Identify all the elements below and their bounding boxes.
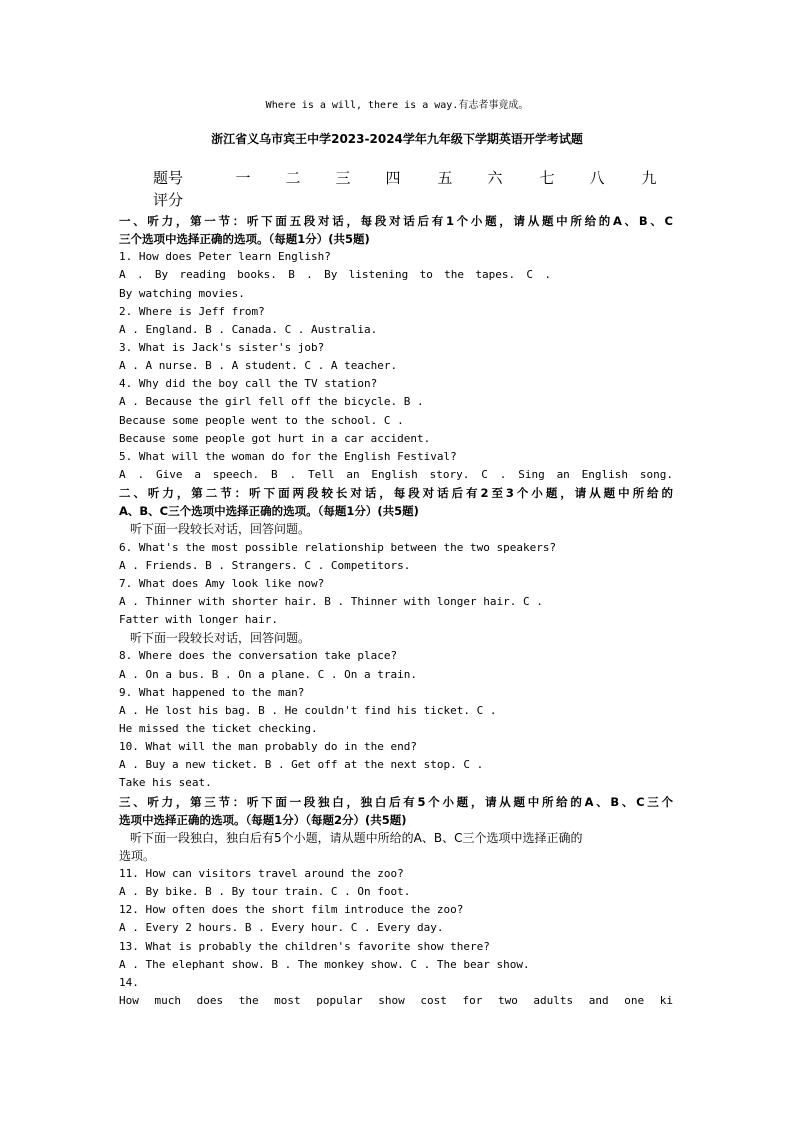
question-11: 11. How can visitors travel around the zoo? <box>119 867 404 881</box>
score-table-label-score: 评分 <box>153 191 184 209</box>
question-13-options: A . The elephant show. B . The monkey show. C . The bear show. <box>119 957 530 971</box>
question-6: 6. What's the most possible relationship between the two speakers? <box>119 540 557 554</box>
question-5-options: A . Give a speech. B . Tell an English story. C . Sing an English song. <box>119 467 673 481</box>
question-2-options: A . England. B . Canada. C . Australia. <box>119 322 378 336</box>
score-col-8: 八 <box>589 169 605 187</box>
question-1-options-cont: By watching movies. <box>119 286 245 300</box>
question-4: 4. Why did the boy call the TV station? <box>119 377 378 391</box>
question-14: How much does the most popular show cost for two adults and one ki <box>119 994 673 1008</box>
score-table-row-score <box>153 189 673 209</box>
question-2: 2. Where is Jeff from? <box>119 304 265 318</box>
question-12: 12. How often does the short film introduce the zoo? <box>119 903 464 917</box>
question-12-options: A . Every 2 hours. B . Every hour. C . Every day. <box>119 921 444 935</box>
question-8: 8. Where does the conversation take place? <box>119 649 398 663</box>
question-3: 3. What is Jack's sister's job? <box>119 340 325 354</box>
question-10-options-cont: Take his seat. <box>119 776 212 790</box>
score-col-9: 九 <box>641 169 657 187</box>
exam-content <box>119 212 673 1010</box>
score-col-4: 四 <box>385 169 401 187</box>
question-7: 7. What does Amy look like now? <box>119 576 325 590</box>
question-9-options: A . He lost his bag. B . He couldn't find his ticket. C . <box>119 703 497 717</box>
score-col-6: 六 <box>487 169 503 187</box>
question-10: 10. What will the man probably do in the end? <box>119 740 418 754</box>
section1-heading-cont: 三个选项中选择正确的选项。（每题1分）(共5题) <box>119 232 370 247</box>
question-7-options-cont: Fatter with longer hair. <box>119 613 278 627</box>
exam-title: 浙江省义乌市宾王中学2023-2024学年九年级下学期英语开学考试题 <box>211 132 583 146</box>
question-14-number: 14. <box>119 975 139 989</box>
score-col-3: 三 <box>335 169 351 187</box>
score-col-2: 二 <box>285 169 301 187</box>
question-1-options: A . By reading books. B . By listening to the tapes. C . <box>119 268 551 282</box>
question-1: 1. How does Peter learn English? <box>119 250 331 264</box>
score-table-row-question <box>153 167 673 187</box>
question-8-options: A . On a bus. B . On a plane. C . On a train. <box>119 667 418 681</box>
score-col-1: 一 <box>235 169 251 187</box>
section2-intro-1: 听下面一段较长对话，回答问题。 <box>130 522 311 537</box>
motto-header: Where is a will, there is a way.有志者事竟成。 <box>265 100 529 111</box>
score-col-5: 五 <box>437 169 453 187</box>
section3-intro-cont: 选项。 <box>119 848 156 863</box>
question-4-options: A . Because the girl fell off the bicycle. B . <box>119 395 424 409</box>
score-col-7: 七 <box>539 169 555 187</box>
section3-heading-cont: 选项中选择正确的选项。（每题1分）（每题2分）(共5题) <box>119 812 407 827</box>
section2-heading-cont: A、B、C三个选项中选择正确的选项。（每题1分）(共5题) <box>119 504 419 519</box>
section1-heading: 一、听力，第一节：听下面五段对话，每段对话后有1个小题，请从题中所给的A、B、C <box>119 214 673 228</box>
question-6-options: A . Friends. B . Strangers. C . Competitors. <box>119 558 411 572</box>
question-13: 13. What is probably the children's favorite show there? <box>119 939 490 953</box>
question-10-options: A . Buy a new ticket. B . Get off at the next stop. C . <box>119 758 484 772</box>
section2-intro-2: 听下面一段较长对话，回答问题。 <box>130 631 311 646</box>
question-3-options: A . A nurse. B . A student. C . A teacher. <box>119 359 398 373</box>
section2-heading: 二、听力，第二节：听下面两段较长对话，每段对话后有2至3个小题，请从题中所给的 <box>119 486 673 501</box>
question-9-options-cont: He missed the ticket checking. <box>119 721 318 735</box>
score-table-label-question: 题号 <box>153 169 184 187</box>
section3-intro: 听下面一段独白，独白后有5个小题，请从题中所给的A、B、C三个选项中选择正确的 <box>130 830 583 845</box>
section3-heading: 三、听力，第三节：听下面一段独白，独白后有5个小题，请从题中所给的A、B、C三个 <box>119 794 673 809</box>
question-4-options-cont: Because some people went to the school. C . <box>119 413 404 427</box>
question-11-options: A . By bike. B . By tour train. C . On foot. <box>119 885 411 899</box>
question-7-options: A . Thinner with shorter hair. B . Thinner with longer hair. C . <box>119 594 543 608</box>
question-4-options-cont: Because some people got hurt in a car accident. <box>119 431 431 445</box>
question-5: 5. What will the woman do for the English Festival? <box>119 449 457 463</box>
question-9: 9. What happened to the man? <box>119 685 305 699</box>
